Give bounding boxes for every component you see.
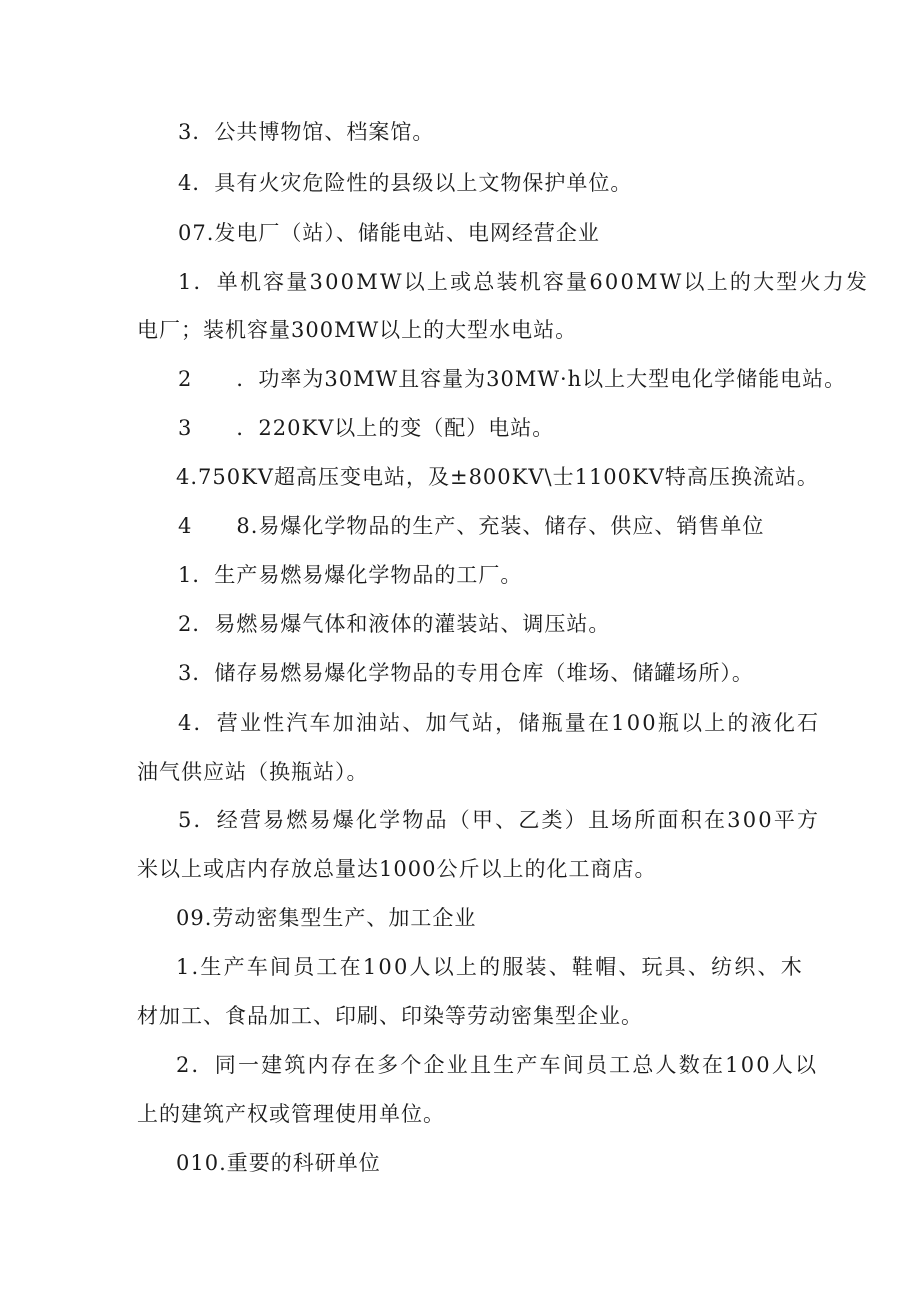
list-item-chemical-shop-cont: 米以上或店内存放总量达1000公斤以上的化工商店。 [137, 857, 657, 881]
section-heading-explosive-chemicals: 4 8.易爆化学物品的生产、充装、储存、供应、销售单位 [178, 514, 765, 538]
section-heading-power-plants: 07.发电厂（站）、储能电站、电网经营企业 [178, 221, 600, 245]
list-item-filling-station: 2．易燃易爆气体和液体的灌装站、调压站。 [178, 612, 611, 636]
list-item-substation: 3 ．220KV以上的变（配）电站。 [178, 416, 555, 440]
list-item-chemical-warehouse: 3．储存易燃易爆化学物品的专用仓库（堆场、储罐场所）。 [178, 661, 754, 685]
list-item-thermal-power-plant: 1．单机容量300MW以上或总装机容量600MW以上的大型火力发 [178, 270, 870, 294]
list-item-chemical-shop: 5．经营易燃易爆化学物品（甲、乙类）且场所面积在300平方 [178, 808, 821, 832]
list-item-labor-intensive-enterprise-cont: 材加工、食品加工、印刷、印染等劳动密集型企业。 [137, 1004, 643, 1028]
section-heading-labor-intensive: 09.劳动密集型生产、加工企业 [176, 906, 477, 930]
list-item-energy-storage-station: 2 ．功率为30MW且容量为30MW·h以上大型电化学储能电站。 [178, 367, 847, 391]
list-item-uhv-converter-station: 4.750KV超高压变电站，及±800KV\士1100KV特高压换流站。 [176, 465, 819, 489]
list-item-gas-station: 4．营业性汽车加油站、加气站，储瓶量在100瓶以上的液化石 [178, 711, 821, 735]
section-heading-research-units: 010.重要的科研单位 [176, 1151, 381, 1175]
list-item-labor-intensive-enterprise: 1.生产车间员工在100人以上的服装、鞋帽、玩具、纺织、木 [176, 955, 804, 979]
list-item-shared-building: 2．同一建筑内存在多个企业且生产车间员工总人数在100人以 [176, 1053, 819, 1077]
list-item-shared-building-cont: 上的建筑产权或管理使用单位。 [137, 1102, 445, 1126]
list-item-chemical-factory: 1．生产易燃易爆化学物品的工厂。 [178, 563, 523, 587]
list-item-gas-station-cont: 油气供应站（换瓶站）。 [137, 760, 369, 784]
list-item-cultural-relic-units: 4．具有火灾危险性的县级以上文物保护单位。 [178, 171, 633, 195]
list-item-thermal-power-plant-cont: 电厂；装机容量300MW以上的大型水电站。 [137, 318, 578, 342]
list-item-museum-archive: 3．公共博物馆、档案馆。 [178, 120, 435, 144]
